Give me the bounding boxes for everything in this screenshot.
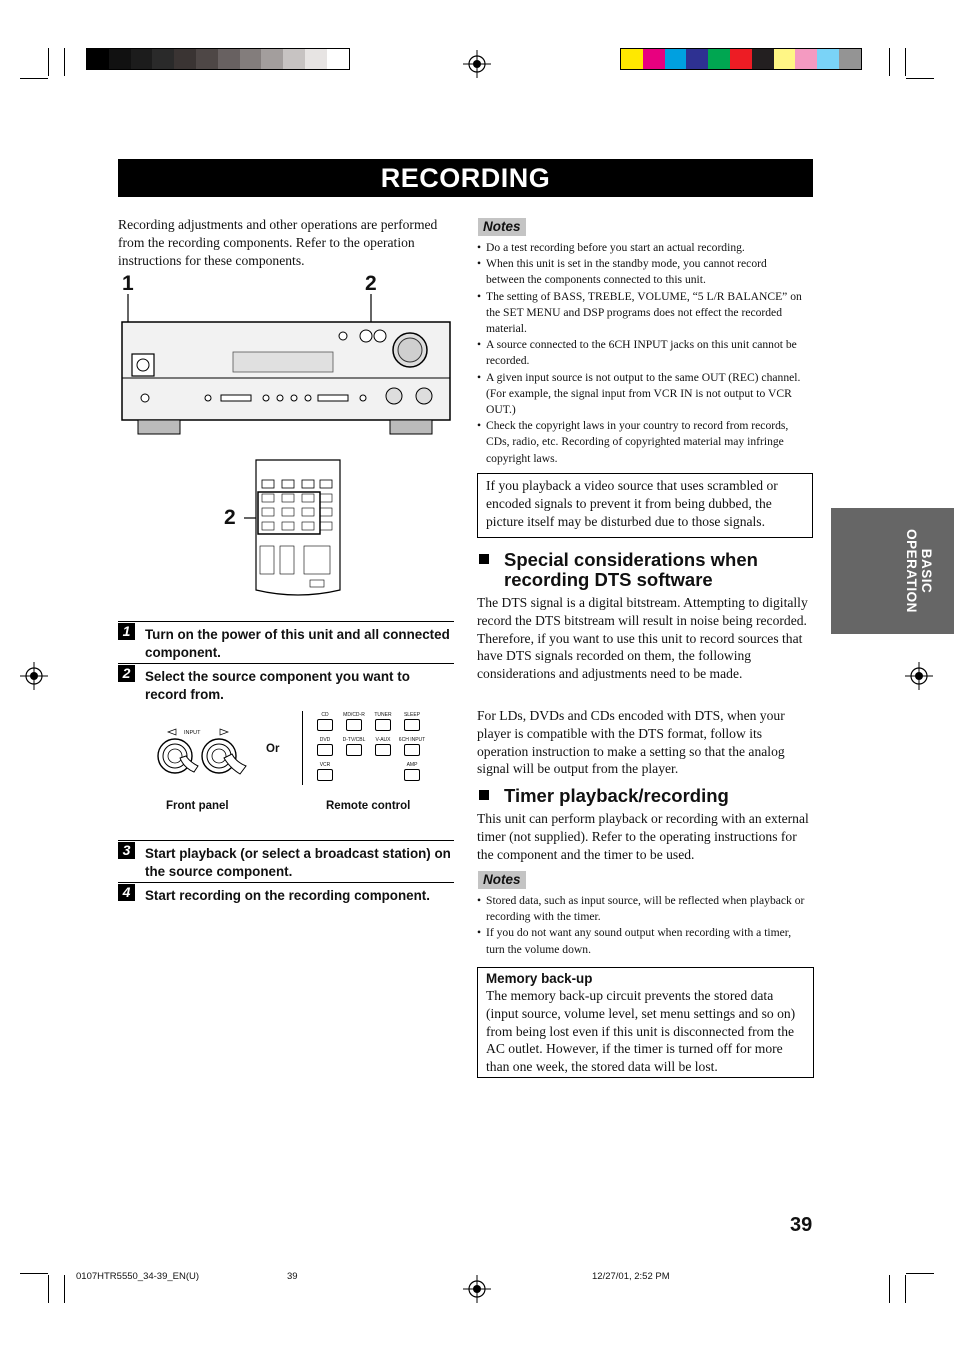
step-1-number: 1 bbox=[118, 623, 135, 640]
remote-key-button bbox=[375, 719, 391, 731]
note-item: • When this unit is set in the standby mode, you cannot record between the components connected to this unit. bbox=[477, 256, 807, 288]
swatch bbox=[686, 49, 708, 69]
swatch bbox=[240, 49, 262, 69]
remote-key-label: VCR bbox=[319, 762, 331, 768]
swatch bbox=[665, 49, 687, 69]
dts-paragraph-1: The DTS signal is a digital bitstream. Attempting to digitally record the DTS bitstream will result in noise being recorded. Therefore, if you want to use this unit to record sources that have DTS signals recorded on them, the following considerations and adjustments need to be made. bbox=[477, 595, 808, 682]
step-3-text: Start playback (or select a broadcast station) on the source component. bbox=[145, 846, 451, 879]
remote-key-button bbox=[317, 719, 333, 731]
remote-key-label: D-TV/CBL bbox=[342, 737, 366, 743]
swatch bbox=[305, 49, 327, 69]
intro-paragraph: Recording adjustments and other operations are performed from the recording components. Refer to the operation instructions for these components. bbox=[118, 217, 438, 268]
memory-backup-text: The memory back-up circuit prevents the stored data (input source, volume level, set menu settings and so on) from being lost even if this unit is disconnected from the AC outlet. However, if the timer is turned off for more than one week, the stored data will be lost. bbox=[486, 988, 796, 1075]
registration-target-icon bbox=[905, 662, 933, 690]
swatch bbox=[752, 49, 774, 69]
dts-paragraph-2: For LDs, DVDs and CDs encoded with DTS, when your player is compatible with the DTS format, follow its operation instruction to make a setting so that the analog signal will be output from the player. bbox=[477, 708, 785, 777]
callout-1: 1 bbox=[122, 272, 134, 295]
section-side-tab bbox=[831, 508, 954, 634]
swatch bbox=[261, 49, 283, 69]
remote-control-illustration bbox=[238, 458, 358, 600]
registration-target-icon bbox=[463, 1275, 491, 1303]
remote-key-label: AMP bbox=[406, 762, 418, 768]
swatch bbox=[196, 49, 218, 69]
swatch bbox=[708, 49, 730, 69]
remote-key-button bbox=[404, 744, 420, 756]
swatch bbox=[795, 49, 817, 69]
remote-key bbox=[398, 761, 426, 781]
timer-section-heading: Timer playback/recording bbox=[477, 786, 813, 806]
remote-key bbox=[311, 761, 339, 781]
front-panel-caption: Front panel bbox=[166, 800, 229, 812]
remote-key-label: TUNER bbox=[374, 712, 392, 718]
timer-paragraph: This unit can perform playback or recording with an external timer (not supplied). Refer to the operating instructions for the component and the timer to be used. bbox=[477, 811, 809, 862]
note-item: • Stored data, such as input source, will be reflected when playback or recording with the timer. bbox=[477, 893, 807, 925]
note-item: • A given input source is not output to the same OUT (REC) channel. (For example, the signal input from VCR IN is not output to VCR OUT.) bbox=[477, 370, 807, 419]
swatch bbox=[131, 49, 153, 69]
note-item: • If you do not want any sound output when recording with a timer, turn the volume down. bbox=[477, 925, 807, 957]
remote-key-button bbox=[346, 744, 362, 756]
section-bullet-icon bbox=[479, 790, 489, 800]
notes-list-timer bbox=[477, 893, 807, 958]
remote-key-button bbox=[317, 769, 333, 781]
swatch bbox=[839, 49, 861, 69]
step-2-number: 2 bbox=[118, 665, 135, 682]
swatch bbox=[109, 49, 131, 69]
section-bullet-icon bbox=[479, 554, 489, 564]
swatch bbox=[283, 49, 305, 69]
callout-2: 2 bbox=[365, 272, 377, 295]
swatch bbox=[152, 49, 174, 69]
remote-key bbox=[311, 711, 339, 731]
step-4-number: 4 bbox=[118, 884, 135, 901]
note-item: • The setting of BASS, TREBLE, VOLUME, “5 L/R BALANCE” on the SET MENU and DSP programs does not effect the recorded material. bbox=[477, 289, 807, 338]
remote-key-label: V-AUX bbox=[375, 737, 391, 743]
color-registration-strip bbox=[620, 48, 862, 70]
remote-key bbox=[369, 711, 397, 731]
notes-list-recording bbox=[477, 240, 807, 467]
swatch bbox=[730, 49, 752, 69]
note-item: • Do a test recording before you start an actual recording. bbox=[477, 240, 807, 256]
swatch bbox=[174, 49, 196, 69]
remote-key-label: DVD bbox=[319, 737, 331, 743]
remote-key-button bbox=[317, 744, 333, 756]
swatch bbox=[621, 49, 643, 69]
registration-target-icon bbox=[463, 50, 491, 78]
side-tab-line1: BASIC bbox=[919, 548, 934, 594]
footer-date: 12/27/01, 2:52 PM bbox=[592, 1271, 670, 1282]
swatch bbox=[327, 49, 349, 69]
remote-key bbox=[340, 736, 368, 756]
remote-key-button bbox=[404, 719, 420, 731]
swatch bbox=[87, 49, 109, 69]
swatch bbox=[218, 49, 240, 69]
remote-key-label: MD/CD-R bbox=[343, 712, 365, 718]
remote-key-label: CD bbox=[321, 712, 329, 718]
step-4-divider bbox=[118, 882, 454, 883]
receiver-front-panel-illustration bbox=[118, 288, 458, 438]
side-tab-line2: OPERATION bbox=[904, 529, 919, 613]
remote-key-button bbox=[346, 719, 362, 731]
note-item: • Check the copyright laws in your country to record from records, CDs, radio, etc. Recording of copyrighted material may infringe copyright laws. bbox=[477, 418, 807, 467]
remote-key bbox=[398, 711, 426, 731]
notes-label: Notes bbox=[478, 218, 526, 236]
remote-key bbox=[398, 736, 426, 756]
memory-backup-heading: Memory back-up bbox=[486, 971, 593, 986]
grayscale-registration-strip bbox=[86, 48, 350, 70]
remote-input-keys bbox=[302, 711, 435, 785]
step-3-divider bbox=[118, 840, 454, 841]
input-knob-label: INPUT bbox=[184, 730, 201, 736]
or-label: Or bbox=[266, 743, 280, 755]
page-title: RECORDING bbox=[118, 159, 813, 197]
page-number: 39 bbox=[790, 1214, 813, 1236]
step-3-number: 3 bbox=[118, 842, 135, 859]
memory-backup-box bbox=[477, 967, 814, 1078]
step-1-divider bbox=[118, 621, 454, 622]
remote-key bbox=[369, 736, 397, 756]
dts-section-heading: Special considerations when recording DTS software bbox=[477, 550, 813, 590]
step-1-text: Turn on the power of this unit and all connected component. bbox=[145, 627, 450, 660]
step-4-text: Start recording on the recording component. bbox=[145, 888, 430, 903]
remote-key-label: 6CH INPUT bbox=[398, 737, 426, 743]
notes-label: Notes bbox=[478, 871, 526, 889]
callout-2-remote: 2 bbox=[224, 506, 236, 529]
scrambled-signal-box: If you playback a video source that uses scrambled or encoded signals to prevent it from being dubbed, the picture itself may be disturbed due to those signals. bbox=[477, 473, 813, 538]
input-knob-illustration bbox=[150, 728, 276, 780]
step-2-divider bbox=[118, 663, 454, 664]
remote-key bbox=[311, 736, 339, 756]
swatch bbox=[643, 49, 665, 69]
swatch bbox=[774, 49, 796, 69]
remote-key-button bbox=[375, 744, 391, 756]
swatch bbox=[817, 49, 839, 69]
remote-key-button bbox=[404, 769, 420, 781]
remote-control-caption: Remote control bbox=[326, 800, 411, 812]
note-item: • A source connected to the 6CH INPUT jacks on this unit cannot be recorded. bbox=[477, 337, 807, 369]
remote-key-label: SLEEP bbox=[403, 712, 421, 718]
footer-page: 39 bbox=[287, 1271, 298, 1282]
footer-file-name: 0107HTR5550_34-39_EN(U) bbox=[76, 1271, 200, 1282]
step-2-text: Select the source component you want to record from. bbox=[145, 669, 410, 702]
registration-target-icon bbox=[20, 662, 48, 690]
remote-key bbox=[340, 711, 368, 731]
